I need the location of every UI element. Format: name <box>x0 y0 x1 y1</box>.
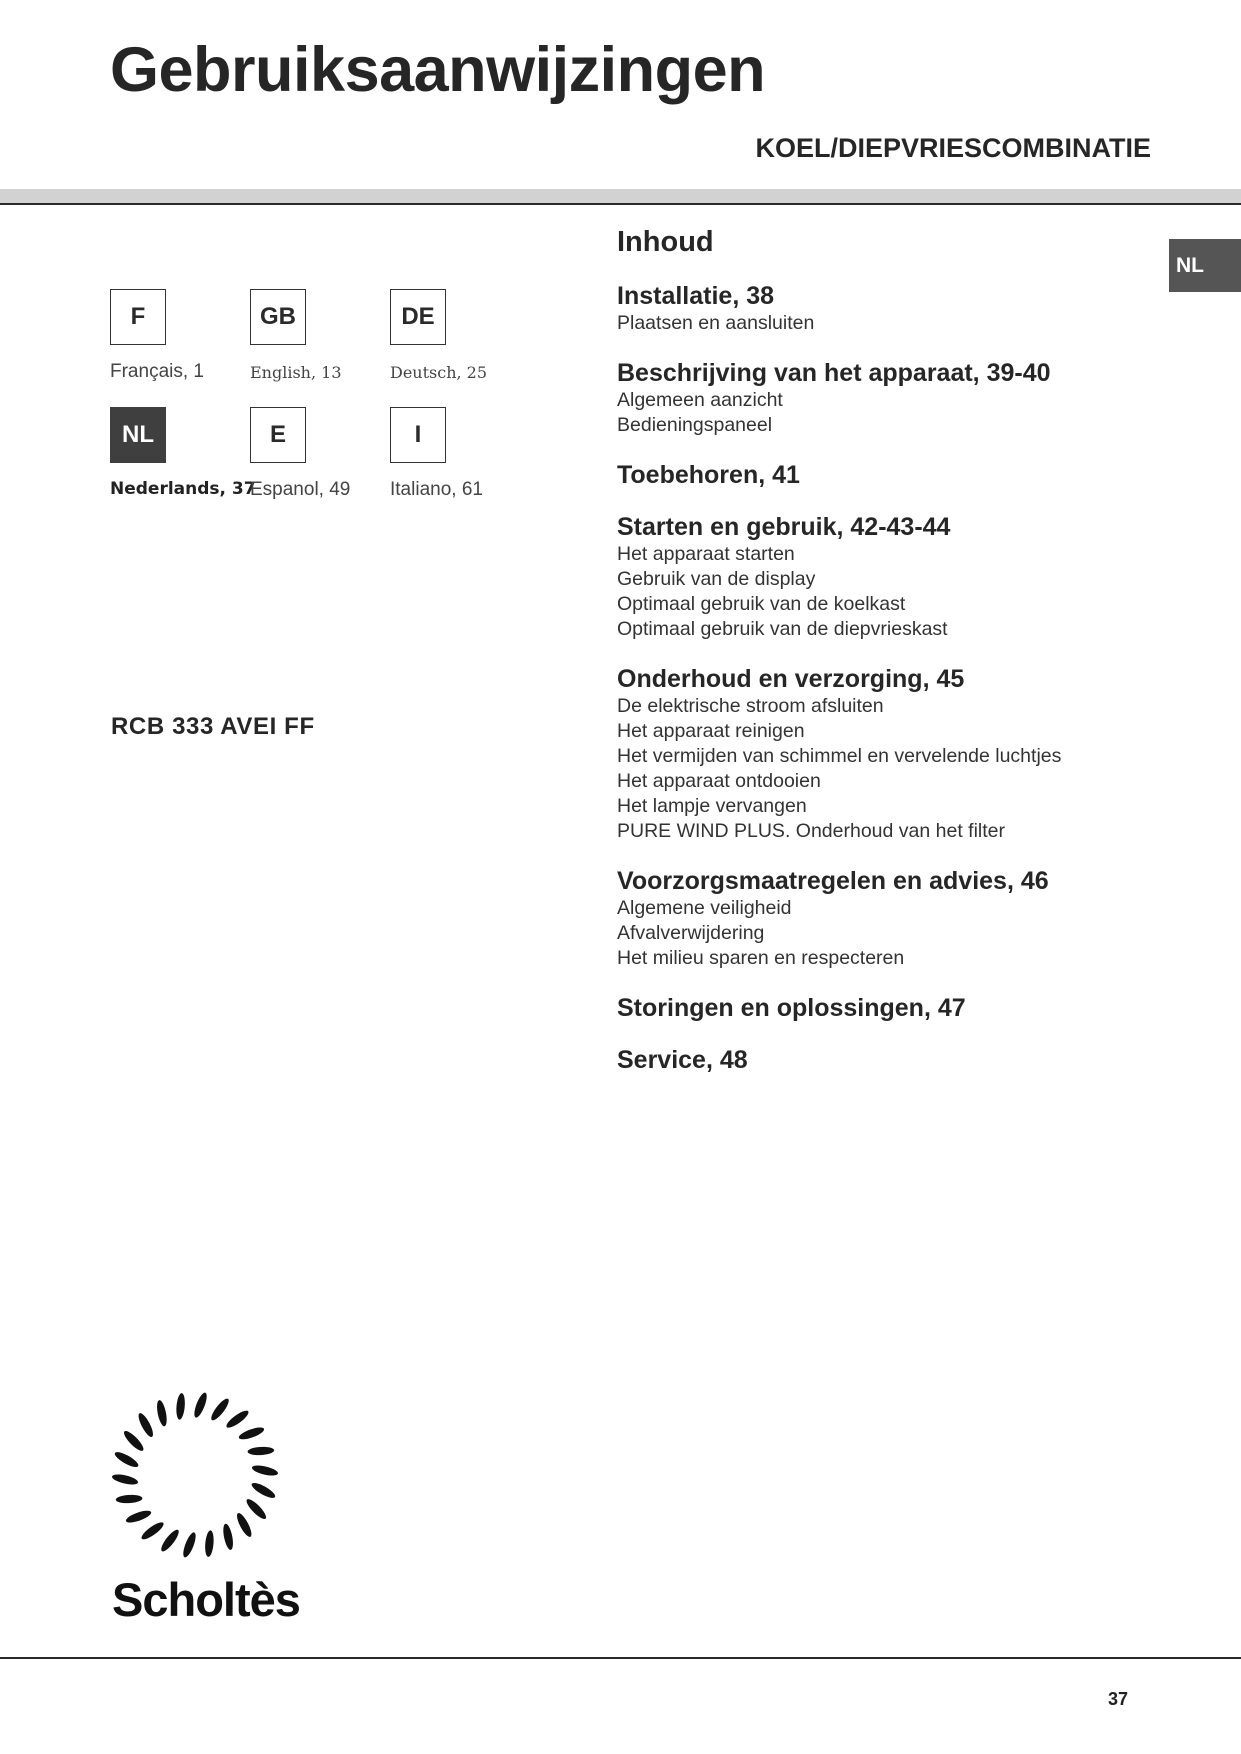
toc-item[interactable]: Optimaal gebruik van de diepvrieskast <box>617 618 948 640</box>
model-number: RCB 333 AVEI FF <box>111 713 315 740</box>
sun-ray <box>112 1473 138 1487</box>
sun-ray <box>122 1428 145 1454</box>
toc-section-title[interactable]: Voorzorgsmaatregelen en advies, 46 <box>617 867 1049 895</box>
lang-label-de[interactable]: Deutsch, 25 <box>390 363 488 382</box>
lang-box-gb[interactable]: GB <box>250 289 306 345</box>
toc-item[interactable]: Het vermijden van schimmel en vervelende luchtjes <box>617 745 1062 767</box>
toc-item[interactable]: De elektrische stroom afsluiten <box>617 695 884 717</box>
toc-section-title[interactable]: Toebehoren, 41 <box>617 461 800 489</box>
sun-ray <box>114 1449 140 1470</box>
lang-box-nl[interactable]: NL <box>110 407 166 463</box>
lang-label-gb[interactable]: English, 13 <box>250 363 342 382</box>
sun-ray <box>176 1392 186 1420</box>
toc-section-title[interactable]: Installatie, 38 <box>617 282 775 310</box>
lang-box-i[interactable]: I <box>390 407 446 463</box>
toc-item[interactable]: Algemeen aanzicht <box>617 389 783 411</box>
header-band <box>0 189 1241 203</box>
toc-section-title[interactable]: Service, 48 <box>617 1046 748 1074</box>
toc-section <box>617 664 1137 844</box>
toc-section-title[interactable]: Storingen en oplossingen, 47 <box>617 994 966 1022</box>
sun-ray <box>136 1411 155 1440</box>
toc-section <box>617 358 1137 438</box>
sun-ray <box>237 1425 266 1442</box>
toc-item[interactable]: Het apparaat reinigen <box>617 720 805 742</box>
header-rule <box>0 203 1241 205</box>
lang-label-i[interactable]: Italiano, 61 <box>390 479 483 500</box>
lang-label-fr[interactable]: Français, 1 <box>110 361 204 382</box>
sun-ray <box>221 1522 234 1551</box>
lang-label-nl[interactable]: Nederlands, 37 <box>110 479 256 499</box>
toc-section-title[interactable]: Beschrijving van het apparaat, 39-40 <box>617 359 1051 387</box>
toc-item[interactable]: Bedieningspaneel <box>617 414 773 436</box>
footer-rule <box>0 1657 1241 1659</box>
sun-ray <box>251 1480 277 1501</box>
language-side-tab: NL <box>1169 239 1241 292</box>
toc-item[interactable]: Gebruik van de display <box>617 568 816 590</box>
toc-item[interactable]: Het apparaat starten <box>617 543 795 565</box>
sun-ray <box>139 1520 167 1542</box>
table-of-contents <box>617 226 1137 1097</box>
sun-ray <box>208 1397 231 1422</box>
product-type: KOEL/DIEPVRIESCOMBINATIE <box>755 133 1151 163</box>
sun-ray <box>124 1508 153 1525</box>
sun-ray <box>181 1532 198 1558</box>
lang-box-fr[interactable]: F <box>110 289 166 345</box>
sun-ray <box>115 1494 144 1504</box>
document-title: Gebruiksaanwijzingen <box>110 35 766 105</box>
lang-box-e[interactable]: E <box>250 407 306 463</box>
toc-item[interactable]: Afvalverwijdering <box>617 922 765 944</box>
toc-section-title[interactable]: Starten en gebruik, 42-43-44 <box>617 513 951 541</box>
toc-item[interactable]: Het milieu sparen en respecteren <box>617 947 905 969</box>
toc-section <box>617 866 1137 971</box>
toc-section <box>617 1045 1137 1075</box>
toc-section <box>617 460 1137 490</box>
sun-ray <box>158 1528 181 1553</box>
toc-item[interactable]: Plaatsen en aansluiten <box>617 312 815 334</box>
sun-ray <box>192 1392 209 1418</box>
toc-section-title[interactable]: Onderhoud en verzorging, 45 <box>617 665 965 693</box>
toc-section <box>617 993 1137 1023</box>
page-number: 37 <box>1107 1689 1128 1709</box>
toc-item[interactable]: Optimaal gebruik van de koelkast <box>617 593 906 615</box>
sun-ray <box>204 1530 214 1558</box>
toc-item[interactable]: Het apparaat ontdooien <box>617 770 821 792</box>
toc-item[interactable]: Het lampje vervangen <box>617 795 807 817</box>
sun-burst-icon <box>105 1385 285 1565</box>
sun-ray <box>252 1464 278 1478</box>
toc-section <box>617 512 1137 642</box>
lang-box-de[interactable]: DE <box>390 289 446 345</box>
lang-label-e[interactable]: Espanol, 49 <box>250 479 351 500</box>
toc-item[interactable]: PURE WIND PLUS. Onderhoud van het filter <box>617 820 1005 842</box>
brand-logo-text: Scholtès <box>112 1573 300 1626</box>
sun-ray <box>224 1408 252 1430</box>
toc-heading: Inhoud <box>617 226 714 258</box>
toc-item[interactable]: Algemene veiligheid <box>617 897 792 919</box>
sun-ray <box>155 1398 168 1427</box>
sun-ray <box>245 1496 268 1522</box>
sun-ray <box>246 1446 275 1456</box>
toc-section <box>617 281 1137 336</box>
sun-ray <box>235 1511 254 1540</box>
